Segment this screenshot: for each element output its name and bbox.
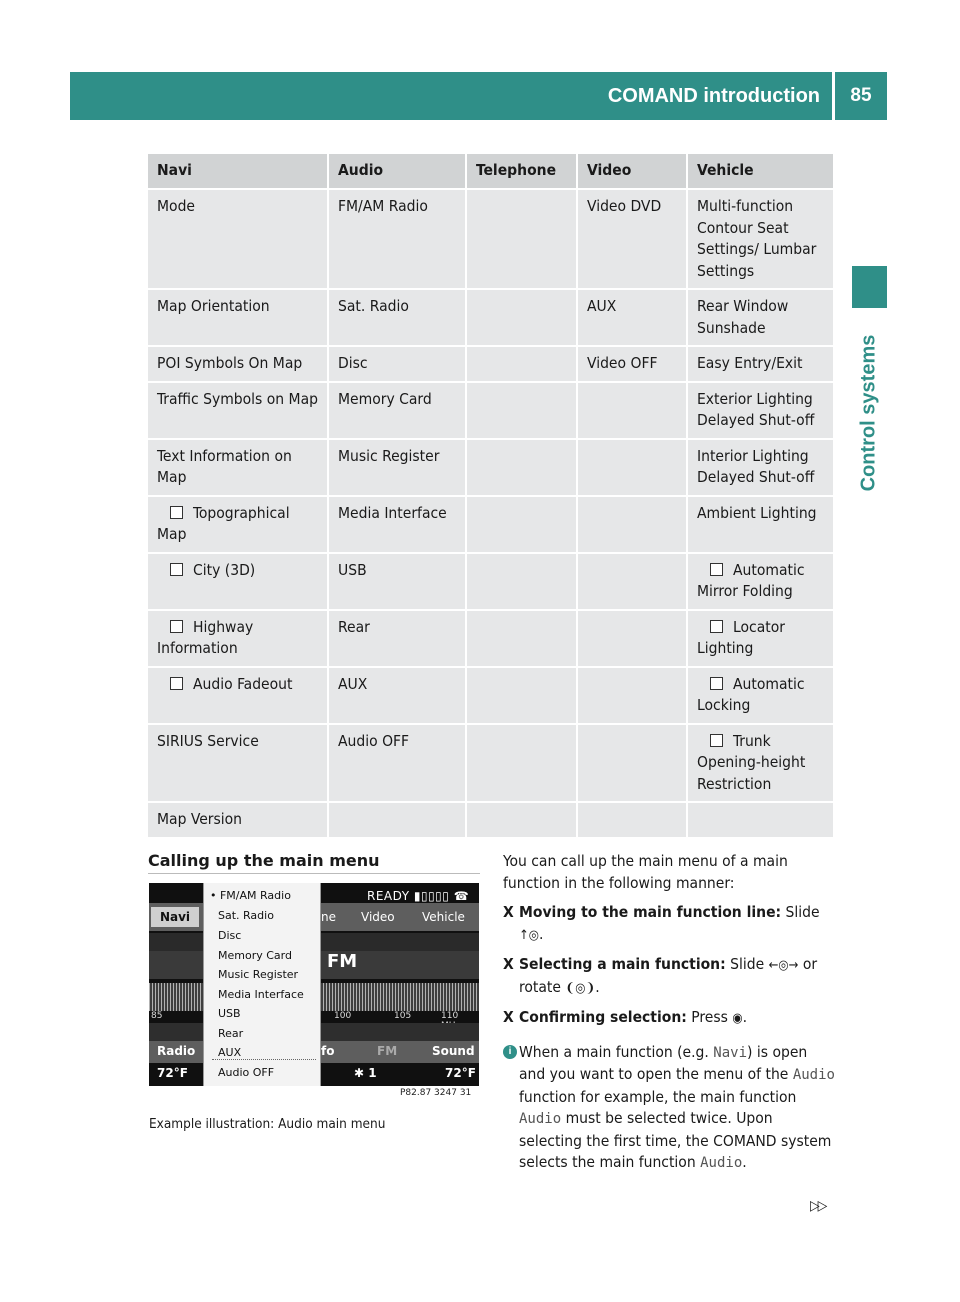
- table-cell: [467, 497, 578, 554]
- step-text: Slide: [730, 955, 765, 973]
- info-note: [503, 1042, 835, 1175]
- screen-tab-vehicle: Vehicle: [422, 910, 465, 924]
- table-cell: [467, 668, 578, 725]
- info-text: When a main function (e.g.: [519, 1042, 709, 1061]
- screen-bottom-info: fo: [321, 1044, 335, 1058]
- screen-bottom-radio: Radio: [157, 1044, 196, 1058]
- table-cell: Easy Entry/Exit: [688, 347, 833, 383]
- checkbox-icon: [170, 506, 183, 519]
- column-header-video: Video: [578, 154, 688, 190]
- side-section-label: [853, 318, 885, 508]
- table-cell: Exterior Lighting Delayed Shut-off: [688, 383, 833, 440]
- table-row: [148, 803, 833, 837]
- controller-slide-up-icon: ↑◎: [519, 927, 540, 943]
- table-cell: [148, 668, 329, 725]
- table-row: [148, 190, 833, 290]
- screen-tab-navi: Navi: [151, 907, 199, 927]
- table-cell: [688, 725, 833, 804]
- table-row: [148, 554, 833, 611]
- step-text: .: [539, 924, 544, 943]
- frequency-tick: 105: [394, 1011, 412, 1021]
- checkbox-icon: [710, 677, 723, 690]
- frequency-tick: 110: [441, 1011, 459, 1021]
- screen-tab-video: Video: [361, 910, 395, 924]
- step-text: .: [742, 1008, 748, 1026]
- info-code: Audio: [700, 1155, 743, 1171]
- screen-fan: ✱ 1: [354, 1066, 377, 1080]
- column-header-navi: Navi: [148, 154, 329, 190]
- frequency-tick: 100: [334, 1011, 352, 1021]
- step-text: Slide: [785, 903, 820, 921]
- table-cell: [467, 383, 578, 440]
- step-marker-icon: X: [503, 955, 514, 973]
- step-item: [503, 902, 835, 946]
- screen-tab-telephone: ne: [321, 910, 336, 924]
- controller-press-icon: ◉: [732, 1011, 743, 1026]
- table-cell: POI Symbols On Map: [148, 347, 329, 383]
- table-cell: [148, 611, 329, 668]
- table-cell: Rear Window Sunshade: [688, 290, 833, 347]
- info-text: must be selected twice. Upon selecting the first time, the COMAND system selects the main function: [519, 1109, 832, 1171]
- cell-text: Automatic Locking: [697, 674, 805, 714]
- screen-band-label: FM: [327, 951, 358, 972]
- table-cell: Audio OFF: [329, 725, 467, 804]
- table-cell: Text Information on Map: [148, 440, 329, 497]
- table-cell: AUX: [329, 668, 467, 725]
- illustration-code: P82.87 3247 31: [400, 1088, 472, 1098]
- dropdown-item: Audio OFF: [218, 1066, 275, 1079]
- step-label: Selecting a main function:: [519, 955, 726, 973]
- table-cell: Music Register: [329, 440, 467, 497]
- audio-main-menu-illustration: [149, 883, 479, 1086]
- screen-bottom-fm: FM: [377, 1044, 398, 1058]
- table-cell: [578, 611, 688, 668]
- info-code: Navi: [713, 1044, 748, 1061]
- table-row: [148, 290, 833, 347]
- step-label: Moving to the main function line:: [519, 903, 782, 921]
- cell-text: Automatic Mirror Folding: [697, 560, 805, 600]
- table-cell: Sat. Radio: [329, 290, 467, 347]
- table-cell: [578, 497, 688, 554]
- table-header-row: [148, 154, 833, 190]
- screen-status: READY ▮▯▯▯▯ ☎: [367, 889, 470, 903]
- intro-paragraph: You can call up the main menu of a main function in the following manner:: [503, 852, 788, 892]
- step-label: Confirming selection:: [519, 1008, 687, 1026]
- step-text: .: [595, 977, 600, 996]
- page-number: 85: [850, 85, 872, 106]
- table-row: [148, 347, 833, 383]
- table-cell: [329, 803, 467, 837]
- header-title: COMAND introduction: [607, 84, 820, 107]
- table-cell: Map Orientation: [148, 290, 329, 347]
- cell-text: Topographical Map: [157, 503, 290, 543]
- table-cell: Rear: [329, 611, 467, 668]
- table-cell: Traffic Symbols on Map: [148, 383, 329, 440]
- dropdown-divider: [212, 1059, 316, 1060]
- checkbox-icon: [170, 563, 183, 576]
- table-row: [148, 668, 833, 725]
- dropdown-item: USB: [218, 1007, 241, 1020]
- table-cell: [578, 803, 688, 837]
- table-cell: [578, 554, 688, 611]
- table-cell: [467, 554, 578, 611]
- dropdown-item: • FM/AM Radio: [210, 889, 291, 902]
- figure-caption: Example illustration: Audio main menu: [149, 1116, 386, 1132]
- checkbox-icon: [170, 677, 183, 690]
- screen-temp-left: 72°F: [157, 1066, 188, 1080]
- checkbox-icon: [170, 620, 183, 633]
- table-cell: USB: [329, 554, 467, 611]
- table-cell: [467, 190, 578, 290]
- table-cell: [688, 803, 833, 837]
- table-cell: [688, 611, 833, 668]
- table-cell: Memory Card: [329, 383, 467, 440]
- step-text: Press: [691, 1008, 728, 1026]
- table-cell: [467, 803, 578, 837]
- table-cell: [467, 611, 578, 668]
- dropdown-item: Rear: [218, 1027, 244, 1040]
- info-text: .: [742, 1153, 747, 1171]
- table-cell: [688, 554, 833, 611]
- section-rule: [148, 873, 480, 874]
- section-title: Calling up the main menu: [148, 851, 380, 870]
- table-cell: SIRIUS Service: [148, 725, 329, 804]
- controller-rotate-icon: ❨◎❩: [565, 980, 596, 996]
- continued-icon: ▷▷: [810, 1198, 826, 1214]
- table-cell: FM/AM Radio: [329, 190, 467, 290]
- dropdown-item: AUX: [218, 1046, 242, 1059]
- side-tab-marker: [852, 266, 887, 308]
- table-cell: [578, 668, 688, 725]
- checkbox-icon: [710, 563, 723, 576]
- cell-text: Trunk Opening-height Restriction: [697, 731, 806, 793]
- cell-text: Locator Lighting: [697, 617, 785, 657]
- table-cell: Ambient Lighting: [688, 497, 833, 554]
- dropdown-item: Disc: [218, 929, 242, 942]
- table-cell: [467, 347, 578, 383]
- main-function-table: [148, 154, 833, 837]
- dropdown-item: Memory Card: [218, 949, 292, 962]
- table-cell: Map Version: [148, 803, 329, 837]
- table-row: [148, 383, 833, 440]
- cell-text: Audio Fadeout: [193, 674, 293, 693]
- side-section-text: Control systems: [857, 334, 880, 492]
- step-marker-icon: X: [503, 1008, 514, 1026]
- dropdown-item: Music Register: [218, 968, 299, 981]
- screen-bottom-sound: Sound: [432, 1044, 475, 1058]
- step-marker-icon: X: [503, 903, 514, 921]
- cell-text: Highway Information: [157, 617, 254, 657]
- frequency-tick: 85: [151, 1011, 163, 1021]
- step-item: [503, 1007, 835, 1030]
- dropdown-item: Media Interface: [218, 988, 304, 1001]
- table-row: [148, 440, 833, 497]
- info-text: ) is open and you want to open the menu of the: [519, 1042, 808, 1083]
- screen-temp-right: 72°F: [445, 1066, 476, 1080]
- table-cell: Video DVD: [578, 190, 688, 290]
- cell-text: City (3D): [193, 560, 256, 579]
- table-cell: [467, 440, 578, 497]
- table-cell: [578, 440, 688, 497]
- table-row: [148, 725, 833, 804]
- table-cell: Multi-function Contour Seat Settings/ Lumbar Settings: [688, 190, 833, 290]
- table-cell: Media Interface: [329, 497, 467, 554]
- dropdown-item: Sat. Radio: [218, 909, 274, 922]
- audio-dropdown-menu: [203, 883, 321, 1086]
- info-code: Audio: [519, 1111, 562, 1127]
- table-cell: Video OFF: [578, 347, 688, 383]
- table-cell: [578, 383, 688, 440]
- table-cell: Mode: [148, 190, 329, 290]
- instructions-column: [503, 851, 835, 1175]
- table-cell: [148, 497, 329, 554]
- column-header-audio: Audio: [329, 154, 467, 190]
- table-cell: Interior Lighting Delayed Shut-off: [688, 440, 833, 497]
- page-header: [70, 72, 887, 120]
- column-header-telephone: Telephone: [467, 154, 578, 190]
- table-row: [148, 497, 833, 554]
- table-cell: Disc: [329, 347, 467, 383]
- table-cell: [148, 554, 329, 611]
- info-icon: i: [503, 1045, 517, 1059]
- info-code: Audio: [792, 1067, 835, 1083]
- step-item: [503, 954, 835, 999]
- checkbox-icon: [710, 620, 723, 633]
- table-cell: [688, 668, 833, 725]
- table-cell: [467, 290, 578, 347]
- controller-slide-left-right-icon: ←◎→: [768, 958, 799, 973]
- table-cell: AUX: [578, 290, 688, 347]
- table-row: [148, 611, 833, 668]
- table-cell: [578, 725, 688, 804]
- table-cell: [467, 725, 578, 804]
- info-text: function for example, the main function: [519, 1087, 797, 1106]
- column-header-vehicle: Vehicle: [688, 154, 833, 190]
- step-text: or rotate: [519, 955, 818, 996]
- checkbox-icon: [710, 734, 723, 747]
